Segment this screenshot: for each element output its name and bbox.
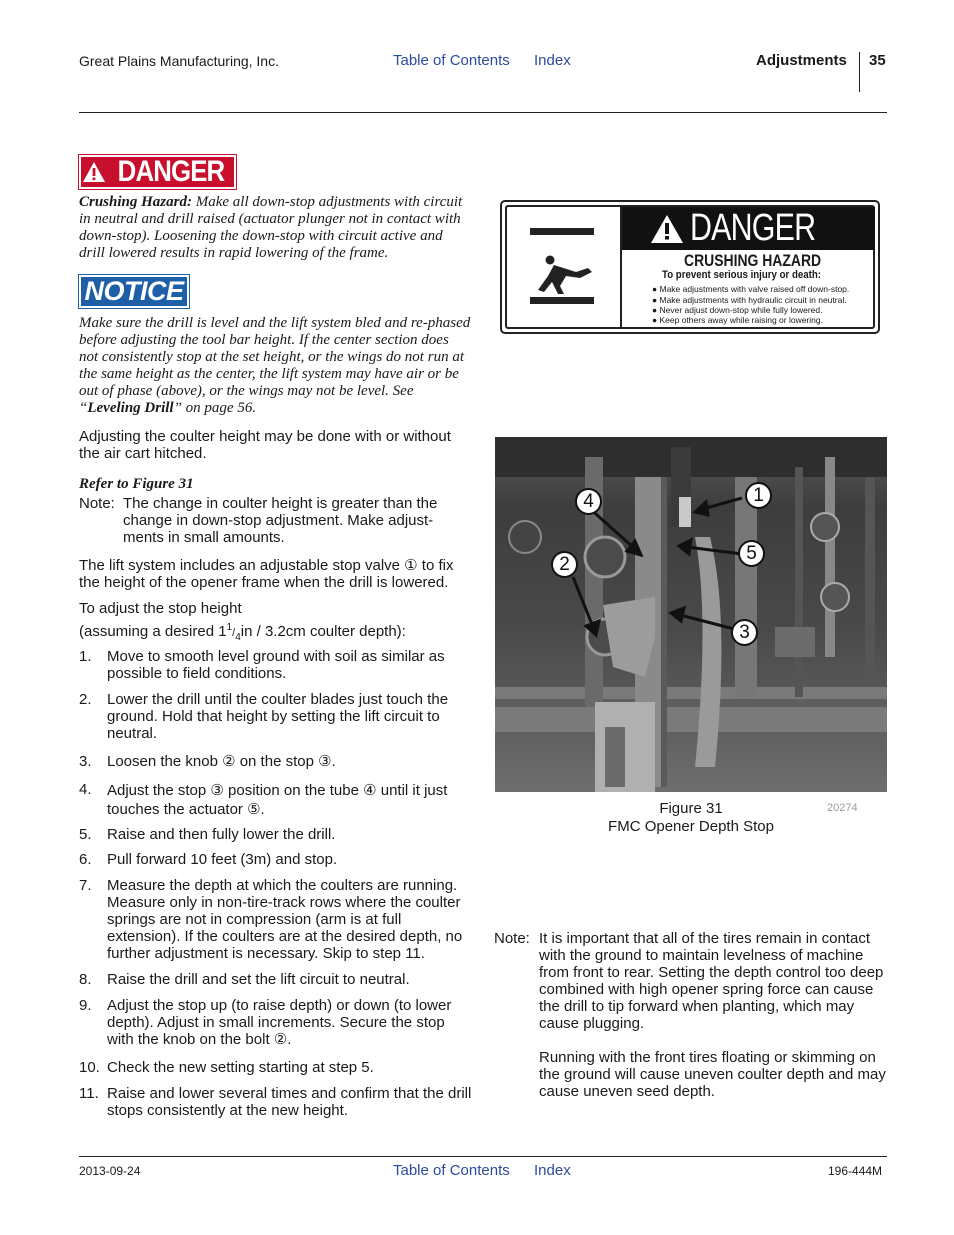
notice-tag-label: NOTICE — [84, 276, 184, 306]
header-divider — [859, 52, 860, 92]
header-section: Adjustments — [756, 52, 847, 69]
crushing-pictogram-icon — [510, 212, 620, 324]
callout-5: 5 — [738, 540, 765, 567]
step-item: 2. Lower the drill until the coulter blades just touch the ground. Hold that height by setting the lift circuit to neutral. — [79, 691, 449, 742]
note-2-label: Note: — [494, 930, 530, 947]
footer-toc-link[interactable]: Table of Contents — [393, 1162, 510, 1179]
leveling-drill-link[interactable]: Leveling Drill — [87, 400, 174, 416]
footer-rule — [79, 1156, 887, 1157]
callout-2: 2 — [551, 551, 578, 578]
danger-body: Make all down-stop adjustments with circuit in neutral and drill raised (actuator plunger not in contact with down-stop). Loosening the down-stop with circuit active and drill lowered results in rapid lowering of the frame. — [79, 194, 463, 261]
step-item: 6. Pull forward 10 feet (3m) and stop. — [79, 851, 338, 868]
danger-lead: Crushing Hazard: — [79, 194, 192, 210]
header-toc-link[interactable]: Table of Contents — [393, 52, 510, 69]
danger-tag — [79, 155, 236, 189]
decal-bullet: ● Keep others away while raising or lowering. — [652, 315, 823, 325]
header-index-link[interactable]: Index — [534, 52, 571, 69]
step-item: 1. Move to smooth level ground with soil as similar as possible to field conditions. — [79, 648, 445, 682]
note-2-para2: Running with the front tires floating or skimming on the ground will cause uneven coulter depth and may cause uneven seed depth. — [539, 1049, 886, 1100]
decal-warning-icon — [650, 214, 684, 244]
figure-photo — [495, 437, 887, 792]
intro-paragraph: Adjusting the coulter height may be done with or without the air cart hitched. — [79, 428, 451, 462]
step-item: 4. Adjust the stop ③ position on the tube ④ until it just touches the actuator ⑤. — [79, 781, 448, 818]
step-item: 8. Raise the drill and set the lift circuit to neutral. — [79, 971, 410, 988]
decal-bullet: ● Make adjustments with valve raised off down-stop. — [652, 284, 850, 294]
decal-prevent: To prevent serious injury or death: — [662, 269, 822, 281]
note-1-label: Note: — [79, 495, 115, 512]
step-item: 9. Adjust the stop up (to raise depth) or down (to lower depth). Adjust in small increments. Secure the stop with the knob on the bolt ②. — [79, 997, 452, 1048]
lift-system-paragraph: The lift system includes an adjustable stop valve ① to fix the height of the opener frame when the drill is lowered. — [79, 557, 454, 591]
step-item: 11. Raise and lower several times and confirm that the drill stops consistently at the new height. — [79, 1085, 472, 1119]
decal-title-bar — [622, 207, 875, 250]
danger-decal — [500, 200, 880, 334]
note-2 — [494, 930, 886, 1100]
decal-bullet: ● Make adjustments with hydraulic circuit in neutral. — [652, 295, 847, 305]
note-1 — [79, 495, 474, 546]
opener-machinery-illustration — [495, 437, 887, 792]
header-company: Great Plains Manufacturing, Inc. — [79, 53, 279, 69]
header-rule — [79, 112, 887, 113]
note-2-para1: It is important that all of the tires remain in contact with the ground to maintain levelness of machine from front to rear. Setting the depth control too deep combined with high opener spring force can cause the drill to tip forward when planting, which may cause plugging. — [539, 930, 884, 1032]
adjust-subheading: (assuming a desired $1^1/_4in / 3.2cm$ coulter depth): — [79, 622, 406, 643]
decal-title: DANGER — [690, 207, 816, 249]
notice-tag — [79, 275, 189, 308]
step-item: 10. Check the new setting starting at step 5. — [79, 1059, 374, 1076]
header-page-number: 35 — [869, 52, 886, 69]
danger-text — [79, 194, 471, 262]
danger-tag-label: DANGER — [117, 155, 225, 188]
callout-3: 3 — [731, 619, 758, 646]
notice-text: Make sure the drill is level and the lift system bled and re-phased before adjusting the tool bar height. If the center section does not consistently stop at the set height, or the wings do not run at the same height as the center, the lift system may have air or be out of phase (above), or the wings may not be level. See “Leveling Drill” on page 56. — [79, 315, 471, 416]
figure-number: Figure 31 — [659, 800, 723, 817]
decal-subtitle: CRUSHING HAZARD — [684, 251, 822, 270]
callout-4: 4 — [575, 488, 602, 515]
step-item: 5. Raise and then fully lower the drill. — [79, 826, 336, 843]
adjust-heading: To adjust the stop height — [79, 600, 242, 617]
step-item: 3. Loosen the knob ② on the stop ③. — [79, 753, 336, 770]
step-item: 7. Measure the depth at which the coulters are running. Measure only in non-tire-track rows where the coulter springs are not in compression (arm is at full extension). If the coulters are at the desired depth, no further adjustment is necessary. Skip to step 11. — [79, 877, 463, 962]
note-1-text: The change in coulter height is greater than the change in down-stop adjustment. Make adjust-ments in small amounts. — [123, 495, 438, 546]
decal-bullet: ● Never adjust down-stop while fully lowered. — [652, 305, 823, 315]
footer-index-link[interactable]: Index — [534, 1162, 571, 1179]
warning-triangle-icon — [82, 161, 106, 183]
footer-doc-number: 196-444M — [828, 1164, 883, 1178]
figure-caption: FMC Opener Depth Stop — [608, 818, 774, 835]
figure-ref-code: 20274 — [827, 802, 858, 814]
footer-date: 2013-09-24 — [79, 1164, 141, 1178]
refer-figure: Refer to Figure 31 — [79, 476, 194, 492]
callout-1: 1 — [745, 482, 772, 509]
